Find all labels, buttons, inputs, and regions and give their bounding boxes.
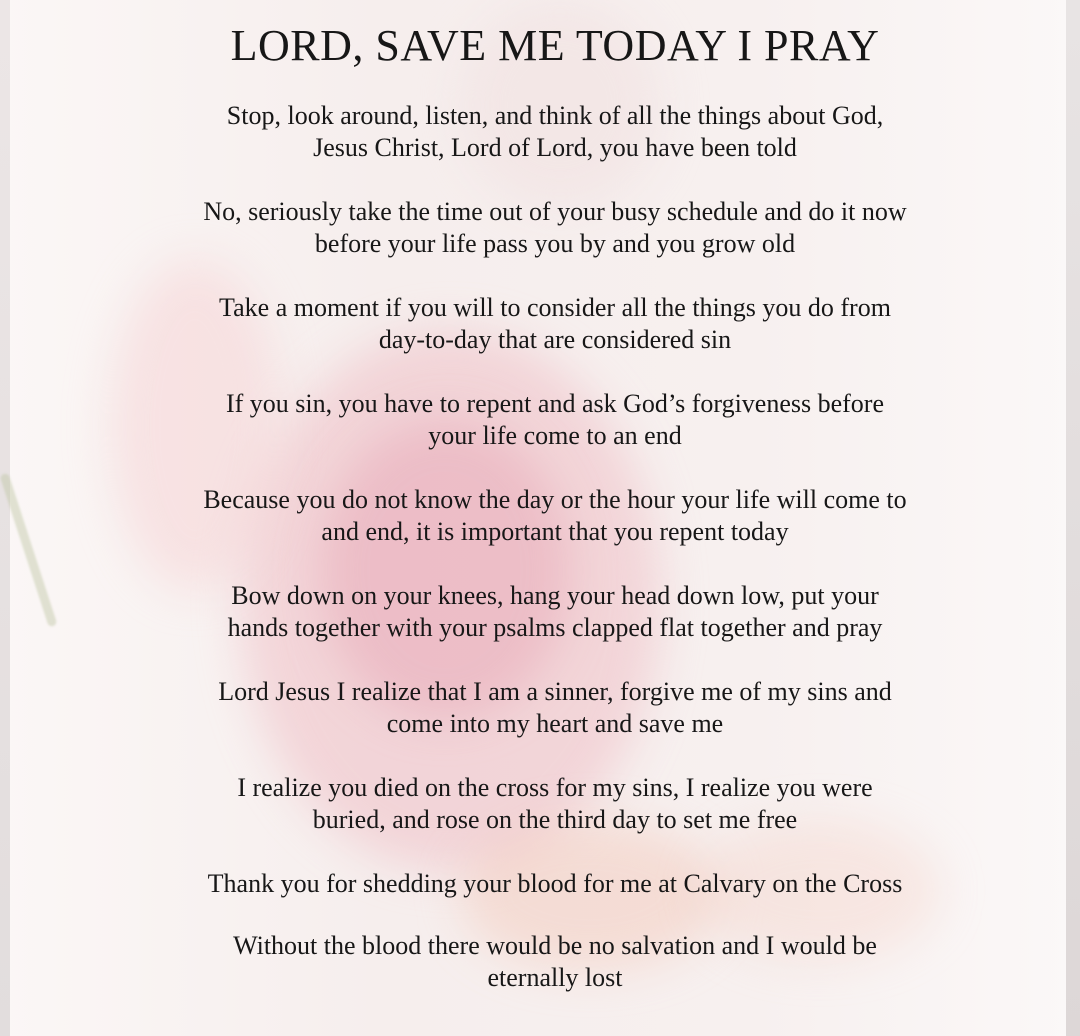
poem-line: Without the blood there would be no salvation and I would be [233,931,877,960]
poem-stanza-8 [140,772,970,836]
poem-stanza-2 [140,196,970,260]
poem-line: Take a moment if you will to consider all the things you do from [219,293,891,322]
poem-line: your life come to an end [428,421,682,450]
poem-stanza-4 [140,388,970,452]
poem-title: LORD, SAVE ME TODAY I PRAY [230,21,880,70]
poem-line: Jesus Christ, Lord of Lord, you have been told [313,133,797,162]
poem-line: and end, it is important that you repent today [321,517,789,546]
poem-stanza-10 [140,930,970,994]
poem-line: Because you do not know the day or the hour your life will come to [203,485,907,514]
poem-line: I realize you died on the cross for my sins, I realize you were [237,773,873,802]
poem-line: buried, and rose on the third day to set me free [312,805,798,834]
poem-stanza-3 [140,292,970,356]
poem-stanza-1 [140,100,970,164]
poem-line: hands together with your psalms clapped flat together and pray [227,613,883,642]
poem-line: Thank you for shedding your blood for me at Calvary on the Cross [207,869,903,898]
poem-line: day-to-day that are considered sin [378,325,732,354]
poem-line: No, seriously take the time out of your busy schedule and do it now [203,197,907,226]
poem-line: Bow down on your knees, hang your head down low, put your [231,581,879,610]
poem-line: If you sin, you have to repent and ask God’s forgiveness before [225,389,885,418]
poem-line: come into my heart and save me [386,709,724,738]
poem-line: Lord Jesus I realize that I am a sinner, forgive me of my sins and [218,677,892,706]
poem-line: Stop, look around, listen, and think of all the things about God, [226,101,884,130]
poem-line: before your life pass you by and you grow old [314,229,796,258]
watercolor-rose-center [320,420,570,720]
poem-stanza-7 [140,676,970,740]
left-page-edge [0,0,10,1036]
poem-line: eternally lost [487,963,623,992]
right-page-edge [1066,0,1080,1036]
poem-stanza-5 [140,484,970,548]
poem-stanza-9 [140,868,970,900]
poem-stanza-6 [140,580,970,644]
